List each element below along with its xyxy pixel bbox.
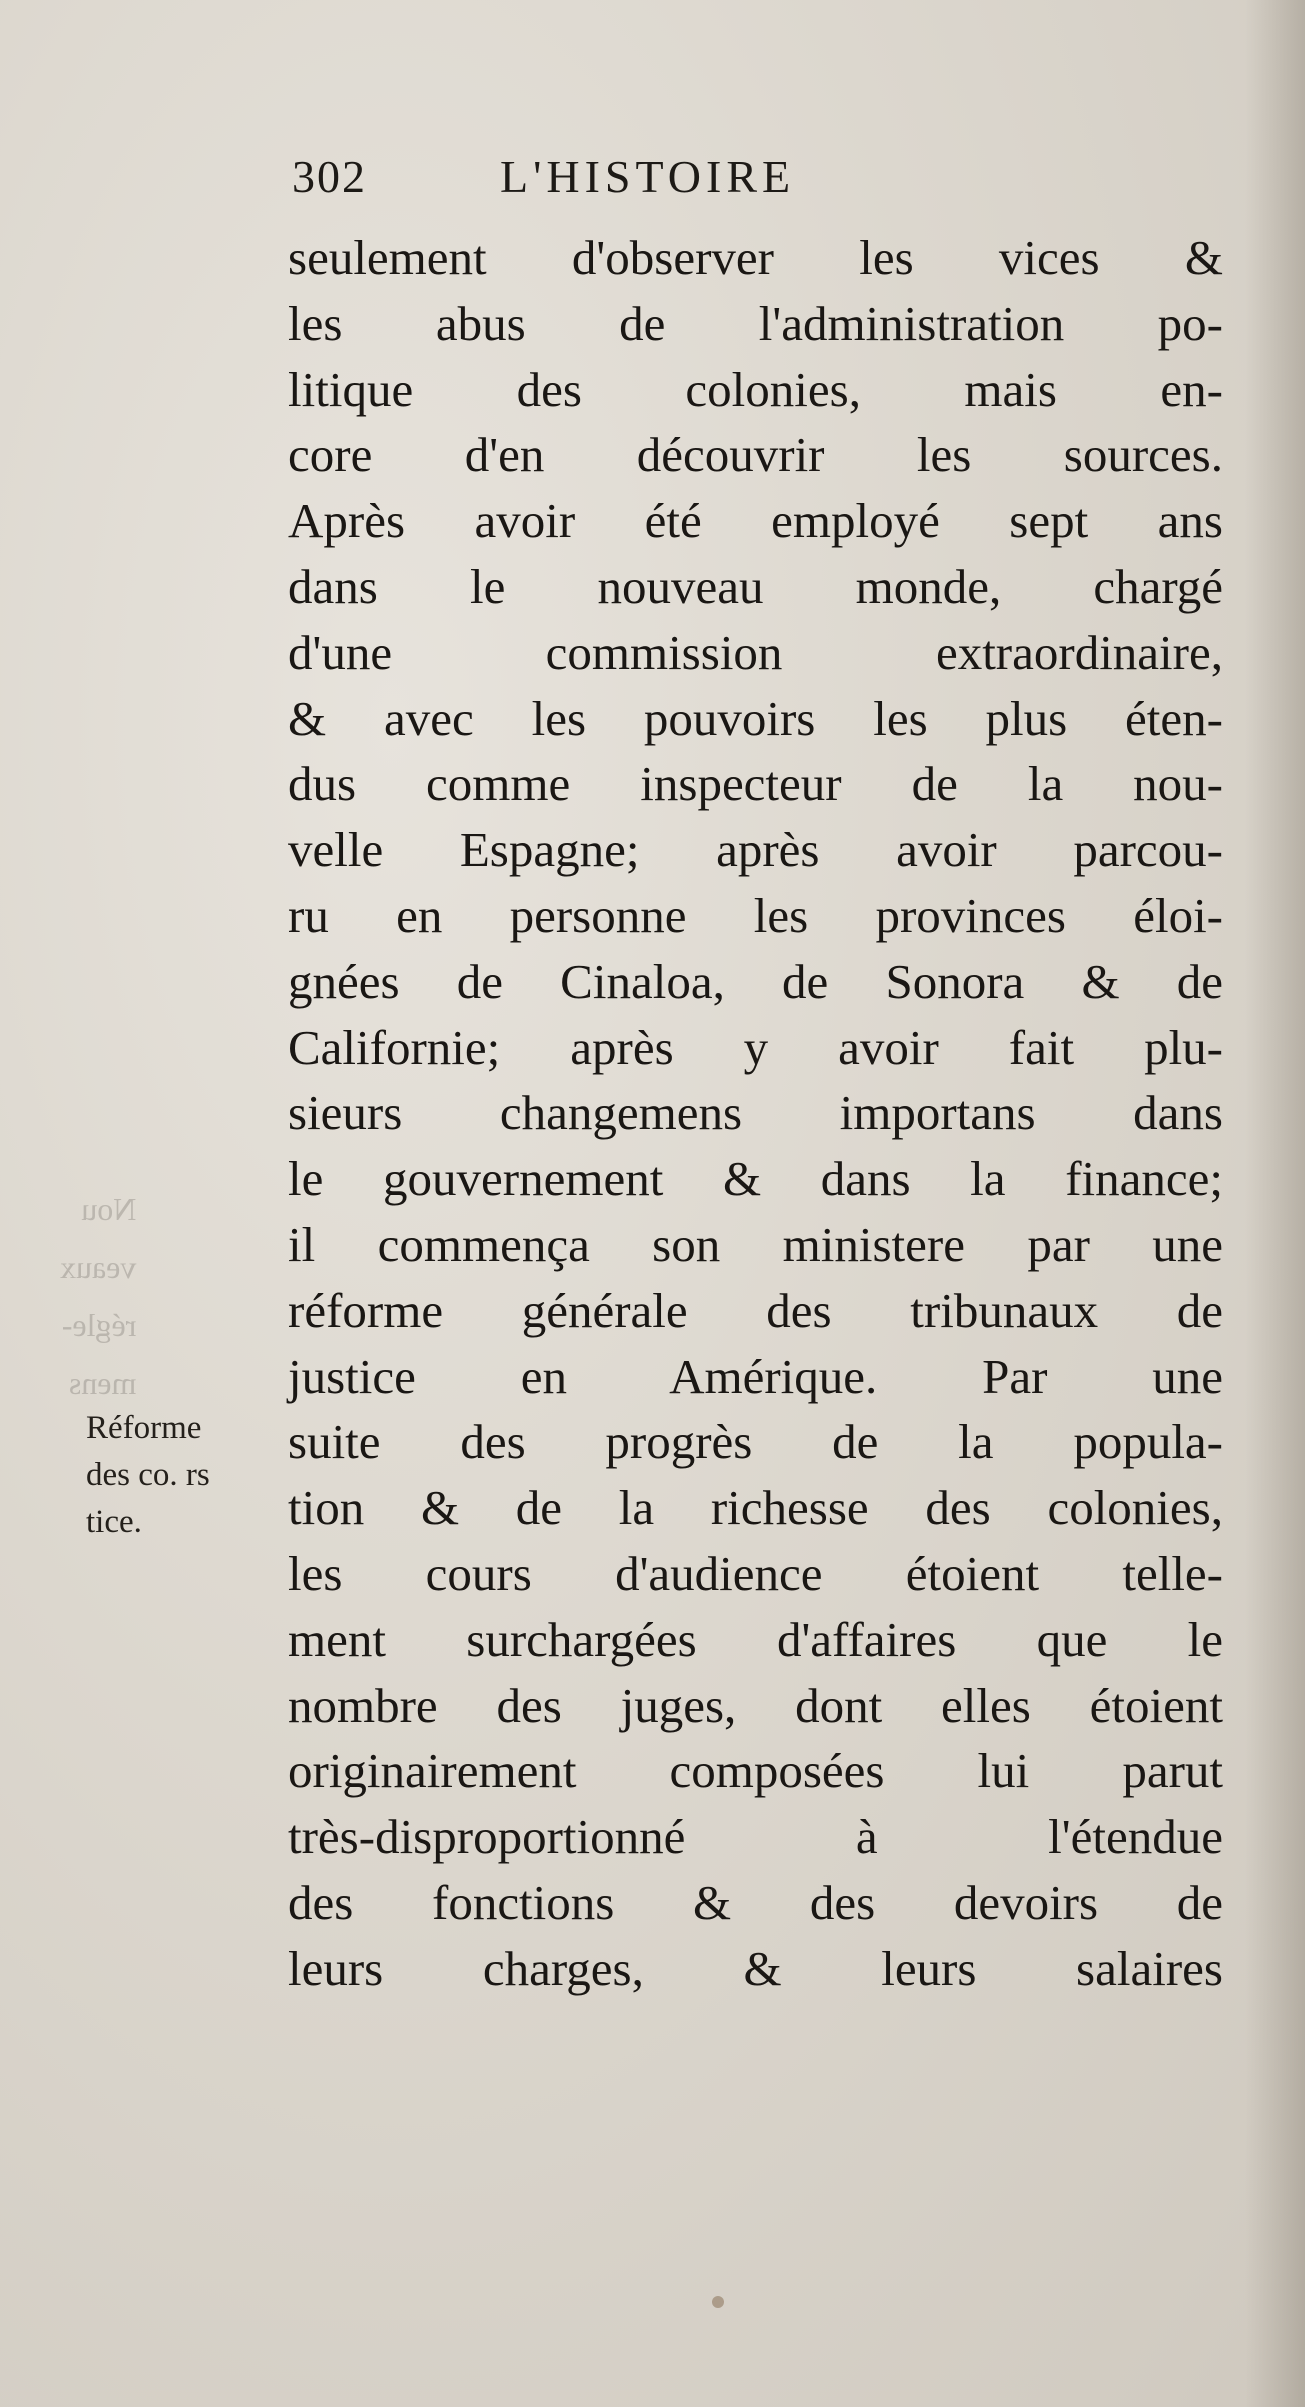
margin-note — [86, 1405, 286, 1546]
text-line: litique des colonies, mais en- — [288, 361, 1223, 417]
bleed-through-shadow: Nou veaux régle- mens — [60, 1191, 137, 1401]
margin-note-line: Réforme — [86, 1410, 202, 1446]
text-line: d'une commission extraordinaire, — [288, 624, 1223, 680]
text-line: ment surchargées d'affaires que le — [288, 1611, 1223, 1667]
text-line: des fonctions & des devoirs de — [288, 1874, 1223, 1930]
text-line: justice en Amérique. Par une — [288, 1348, 1223, 1404]
text-line: sieurs changemens importans dans — [288, 1085, 1223, 1141]
paper-spot — [712, 2296, 724, 2308]
margin-note-line: tice. — [86, 1504, 142, 1540]
text-line: réforme générale des tribunaux de — [288, 1282, 1223, 1338]
text-line: les abus de l'administration po- — [288, 295, 1223, 351]
text-line: leurs charges, & leurs salaires — [288, 1940, 1223, 1996]
text-line: ru en personne les provinces éloi- — [288, 887, 1223, 943]
text-line: core d'en découvrir les sources. — [288, 427, 1223, 483]
text-line: gnées de Cinaloa, de Sonora & de — [288, 953, 1223, 1009]
text-line: dus comme inspecteur de la nou- — [288, 756, 1223, 812]
text-line: dans le nouveau monde, chargé — [288, 558, 1223, 614]
text-line: le gouvernement & dans la finance; — [288, 1151, 1223, 1207]
margin-note-line: des co. rs — [86, 1457, 210, 1493]
text-line: velle Espagne; après avoir parcou- — [288, 822, 1223, 878]
text-line: Californie; après y avoir fait plu- — [288, 1019, 1223, 1075]
text-line: tion & de la richesse des colonies, — [288, 1480, 1223, 1536]
running-title: L'HISTOIRE — [500, 151, 796, 202]
text-line: il commença son ministere par une — [288, 1216, 1223, 1272]
body-text — [288, 225, 1223, 2002]
text-line: & avec les pouvoirs les plus éten- — [288, 690, 1223, 746]
text-line: nombre des juges, dont elles étoient — [288, 1677, 1223, 1733]
text-line: très-disproportionné à l'étendue — [288, 1809, 1223, 1865]
text-line: suite des progrès de la popula- — [288, 1414, 1223, 1470]
text-line: originairement composées lui parut — [288, 1743, 1223, 1799]
text-line: seulement d'observer les vices & — [288, 230, 1223, 285]
text-line: Après avoir été employé sept ans — [288, 493, 1223, 549]
text-line: les cours d'audience étoient telle- — [288, 1545, 1223, 1601]
page-number: 302 — [292, 151, 367, 202]
